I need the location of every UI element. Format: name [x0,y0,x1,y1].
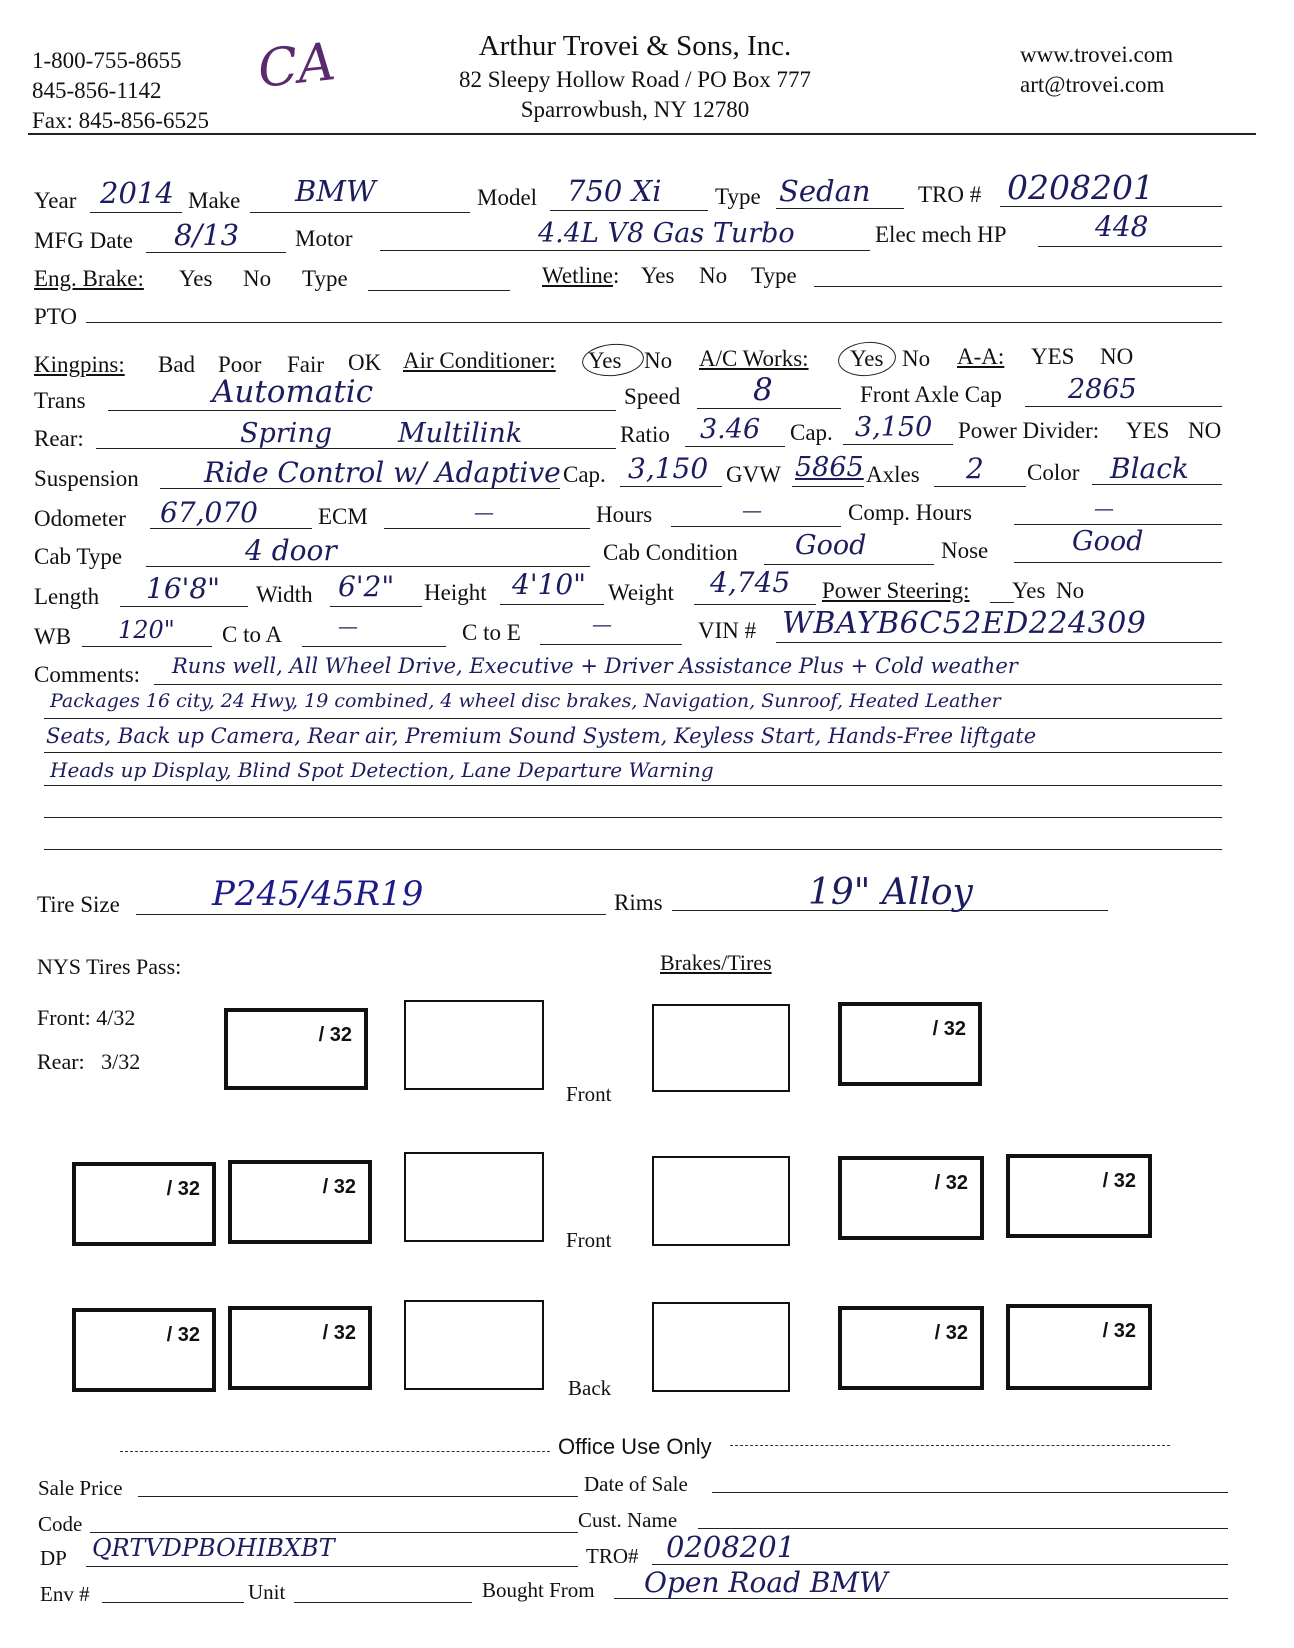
air-conditioner-yes[interactable]: Yes [588,348,622,373]
brake-box-mid-right[interactable] [652,1156,790,1246]
office-divider-left [120,1451,550,1452]
front-tread-label: Front: [37,1005,91,1030]
axles-value[interactable]: 2 [966,452,984,485]
comp-hours-line [1014,524,1222,525]
dp-line [86,1566,578,1567]
comments-line-1 [154,684,1222,685]
wetline-yes[interactable]: Yes [641,263,675,288]
tire-box-back-right-outer[interactable] [1006,1304,1152,1390]
sale-price-line [138,1496,578,1497]
tread-depth: / 32 [934,1322,968,1344]
ratio-line [685,446,785,447]
tread-depth: / 32 [322,1176,356,1198]
axles-label: Axles [866,462,920,487]
tire-box-front-left-outer[interactable] [224,1008,368,1090]
axle-label-front-2: Front [566,1228,612,1252]
company-address-1: 82 Sleepy Hollow Road / PO Box 777 [458,67,812,92]
suspension-cap-line [620,486,722,487]
rear-tread-value: 3/32 [101,1049,141,1074]
eng-brake-label: Eng. Brake: [34,266,144,291]
width-value[interactable]: 6'2" [338,570,395,603]
axle-label-front-1: Front [566,1082,612,1106]
front-axle-cap-value[interactable]: 2865 [1068,374,1137,405]
cab-type-value[interactable]: 4 door [245,534,337,567]
wetline-no[interactable]: No [699,263,728,288]
height-label: Height [424,580,487,605]
suspension-label: Suspension [34,466,139,491]
tire-box-back-left-outer[interactable] [72,1308,216,1392]
brake-box-mid-left[interactable] [404,1152,544,1242]
air-conditioner-no[interactable]: No [644,348,673,373]
tire-box-mid-left-inner[interactable] [228,1160,372,1244]
ratio-value[interactable]: 3.46 [700,414,761,445]
comments-text-3[interactable]: Seats, Back up Camera, Rear air, Premium Sound System, Keyless Start, Hands-Free liftgate [46,724,1037,748]
tro-office-value[interactable]: 0208201 [666,1530,796,1564]
trans-line [108,410,616,411]
hours-label: Hours [596,502,653,527]
wb-label: WB [34,624,72,649]
weight-value[interactable]: 4,745 [710,566,791,599]
cab-condition-label: Cab Condition [603,540,738,565]
comments-text-1[interactable]: Runs well, All Wheel Drive, Executive + Driver Assistance Plus + Cold weather [172,654,1018,678]
comments-line-2 [44,718,1222,719]
front-tread-row [37,1005,135,1031]
tro-value[interactable]: 0208201 [1007,168,1154,207]
nose-line [1014,562,1222,563]
company-website[interactable]: www.trovei.com [1020,42,1174,67]
pto-line [86,322,1222,323]
power-steering-line [990,602,1014,603]
width-line [330,606,422,607]
env-line [102,1602,244,1603]
unit-line [294,1602,472,1603]
rims-value[interactable]: 19" Alloy [808,872,973,913]
tro-office-line [652,1564,1228,1565]
power-divider-label: Power Divider: [958,418,1100,443]
rims-label: Rims [614,890,663,915]
hours-value[interactable]: — [742,498,762,522]
tire-box-mid-right-outer[interactable] [1006,1154,1152,1238]
rear-tread-label: Rear: [37,1049,85,1074]
suspension-cap-value[interactable]: 3,150 [628,452,709,485]
header-divider [28,133,1256,135]
office-divider-right [730,1445,1170,1446]
eng-brake-type-label: Type [302,266,348,291]
mfg-date-value[interactable]: 8/13 [174,218,240,252]
pto-label: PTO [34,304,78,329]
speed-line [697,408,841,409]
office-use-heading: Office Use Only [558,1434,712,1459]
tro-office-label: TRO# [586,1544,639,1568]
unit-label: Unit [248,1580,286,1604]
mfg-date-label: MFG Date [34,228,134,253]
nose-label: Nose [941,538,989,563]
cab-type-label: Cab Type [34,544,123,569]
bought-from-label: Bought From [482,1578,595,1602]
c-to-a-line [302,646,446,647]
tire-box-mid-left-outer[interactable] [72,1162,216,1246]
dp-value[interactable]: QRTVDPBOHIBXBT [92,1534,335,1562]
front-axle-cap-line [1025,406,1222,407]
height-value[interactable]: 4'10" [512,568,587,601]
vin-value[interactable]: WBAYB6C52ED224309 [782,606,1147,641]
code-line [90,1532,578,1533]
kingpins-poor[interactable]: Poor [218,352,262,377]
ratio-label: Ratio [620,422,670,447]
axles-line [934,486,1026,487]
tire-size-line [136,914,606,915]
model-value[interactable]: 750 Xi [567,174,662,208]
eng-brake-type-line [368,290,510,291]
a-a-yes[interactable]: YES [1031,344,1075,369]
wb-value[interactable]: 120" [118,616,175,644]
power-steering-yes[interactable]: Yes [1012,578,1046,603]
tread-depth: / 32 [1102,1170,1136,1192]
phone-1: 1-800-755-8655 [32,48,182,73]
tro-label: TRO # [918,182,982,207]
suspension-cap-label: Cap. [563,462,606,487]
tread-depth: / 32 [934,1172,968,1194]
a-a-no[interactable]: NO [1100,344,1134,369]
brake-box-front-left[interactable] [404,1000,544,1090]
phone-2: 845-856-1142 [32,78,162,103]
comments-line-5 [44,817,1222,818]
vin-label: VIN # [698,618,757,643]
height-line [500,604,604,605]
gvw-line [792,486,864,487]
hours-line [671,526,841,527]
cab-condition-line [764,564,934,565]
ac-works-yes-circle [837,340,898,379]
a-a-label: A-A: [957,344,1005,369]
color-label: Color [1027,460,1080,485]
wetline-colon: : [612,263,620,288]
motor-value[interactable]: 4.4L V8 Gas Turbo [538,218,795,249]
ecm-label: ECM [318,504,368,529]
comments-text-2[interactable]: Packages 16 city, 24 Hwy, 19 combined, 4 wheel disc brakes, Navigation, Sunroof, Heated Leather [50,690,1001,712]
length-value[interactable]: 16'8" [146,572,221,605]
wetline-label-group [542,263,619,289]
width-label: Width [256,582,313,607]
elec-mech-hp-label: Elec mech HP [875,222,1007,247]
tire-size-value[interactable]: P245/45R19 [212,874,424,914]
c-to-e-label: C to E [462,620,521,645]
weight-label: Weight [608,580,674,605]
front-tread-value: 4/32 [96,1005,136,1030]
rear-tread-row [37,1049,140,1075]
rear-value-b[interactable]: Multilink [398,418,523,449]
year-value[interactable]: 2014 [100,176,174,210]
c-to-e-value[interactable]: — [592,612,612,636]
gvw-value[interactable]: 5865 [795,452,864,483]
comp-hours-value[interactable]: — [1094,496,1114,520]
tread-depth: / 32 [318,1024,352,1046]
tread-depth: / 32 [166,1324,200,1346]
state-mark: CA [255,32,339,100]
air-conditioner-label: Air Conditioner: [403,348,556,373]
brakes-tires-heading: Brakes/Tires [660,950,772,975]
rear-cap-value[interactable]: 3,150 [855,412,933,443]
tread-depth: / 32 [166,1178,200,1200]
comments-label: Comments: [34,662,141,687]
speed-label: Speed [624,384,681,409]
year-label: Year [34,188,77,213]
power-divider-no[interactable]: NO [1188,418,1222,443]
tire-box-back-right-inner[interactable] [838,1306,984,1390]
company-address-2: Sparrowbush, NY 12780 [520,97,750,122]
wetline-type-label: Type [751,263,797,288]
rear-cap-line [843,444,953,445]
ac-works-no[interactable]: No [902,346,931,371]
trans-value[interactable]: Automatic [212,374,374,410]
comments-text-4[interactable]: Heads up Display, Blind Spot Detection, Lane Departure Warning [50,758,714,782]
eng-brake-yes[interactable]: Yes [179,266,213,291]
tread-depth: / 32 [932,1018,966,1040]
suspension-value[interactable]: Ride Control w/ Adaptive [204,456,561,489]
odometer-label: Odometer [34,506,126,531]
trans-label: Trans [34,388,86,413]
year-line [90,212,182,213]
nys-tires-label: NYS Tires Pass: [37,954,182,979]
kingpins-bad[interactable]: Bad [158,352,196,377]
cust-name-label: Cust. Name [578,1508,678,1532]
wetline-type-line [814,286,1222,287]
rear-value-a[interactable]: Spring [240,418,332,449]
tread-depth: / 32 [322,1322,356,1344]
brake-box-back-left[interactable] [404,1300,544,1390]
cab-type-line [146,566,590,567]
elec-mech-hp-value[interactable]: 448 [1095,210,1149,243]
gvw-label: GVW [726,462,781,487]
fax-number: Fax: 845-856-6525 [32,108,209,133]
kingpins-fair[interactable]: Fair [287,352,325,377]
company-email[interactable]: art@trovei.com [1020,72,1165,97]
vin-line [776,642,1222,643]
rear-cap-label: Cap. [790,420,833,445]
color-value[interactable]: Black [1110,452,1189,485]
env-label: Env # [40,1582,90,1606]
length-label: Length [34,584,100,609]
elec-mech-hp-line [1038,246,1222,247]
company-name: Arthur Trovei & Sons, Inc. [478,30,792,62]
wb-line [82,646,212,647]
tire-size-label: Tire Size [37,892,120,917]
front-axle-cap-label: Front Axle Cap [860,382,1002,407]
brake-box-back-right[interactable] [652,1302,790,1392]
weight-line [694,604,816,605]
make-value[interactable]: BMW [295,174,376,208]
ecm-line [384,528,590,529]
make-line [250,212,470,213]
comments-line-3 [44,752,1222,753]
sale-price-label: Sale Price [38,1476,123,1500]
ac-works-yes[interactable]: Yes [850,346,884,371]
speed-value[interactable]: 8 [753,372,773,408]
length-line [120,606,248,607]
mfg-date-line [146,252,286,253]
type-line [776,208,904,209]
comp-hours-label: Comp. Hours [848,500,972,525]
power-divider-yes[interactable]: YES [1126,418,1170,443]
cust-name-line [698,1528,1228,1529]
nose-value[interactable]: Good [1072,526,1144,557]
tread-depth: / 32 [1102,1320,1136,1342]
power-steering-no[interactable]: No [1056,578,1085,603]
comments-line-4 [44,785,1222,786]
motor-label: Motor [295,226,353,251]
bought-from-value[interactable]: Open Road BMW [644,1566,888,1599]
ac-works-label: A/C Works: [699,346,809,371]
tire-box-back-left-inner[interactable] [228,1306,372,1390]
c-to-a-label: C to A [222,622,283,647]
code-label: Code [38,1512,83,1536]
rear-label: Rear: [34,426,84,451]
make-label: Make [188,188,241,213]
motor-line [380,250,870,251]
comments-line-6 [44,849,1222,850]
eng-brake-no[interactable]: No [243,266,272,291]
c-to-e-line [540,644,682,645]
ecm-value[interactable]: — [474,500,494,524]
c-to-a-value[interactable]: — [338,614,358,638]
power-steering-label: Power Steering: [822,578,970,603]
brake-box-front-right[interactable] [652,1004,790,1092]
model-line [550,210,708,211]
type-value[interactable]: Sedan [779,174,871,208]
model-label: Model [477,185,538,210]
axle-label-back: Back [568,1376,612,1400]
date-of-sale-label: Date of Sale [584,1472,688,1496]
tire-box-mid-right-inner[interactable] [838,1156,984,1240]
odometer-value[interactable]: 67,070 [160,496,258,529]
kingpins-label: Kingpins: [34,352,125,377]
wetline-label: Wetline [542,263,613,288]
date-of-sale-line [712,1492,1228,1493]
rear-line [96,448,616,449]
kingpins-ok[interactable]: OK [348,350,382,375]
cab-condition-value[interactable]: Good [795,530,867,561]
tire-box-front-right-outer[interactable] [838,1002,982,1086]
type-label: Type [715,184,761,209]
dp-label: DP [40,1546,67,1570]
